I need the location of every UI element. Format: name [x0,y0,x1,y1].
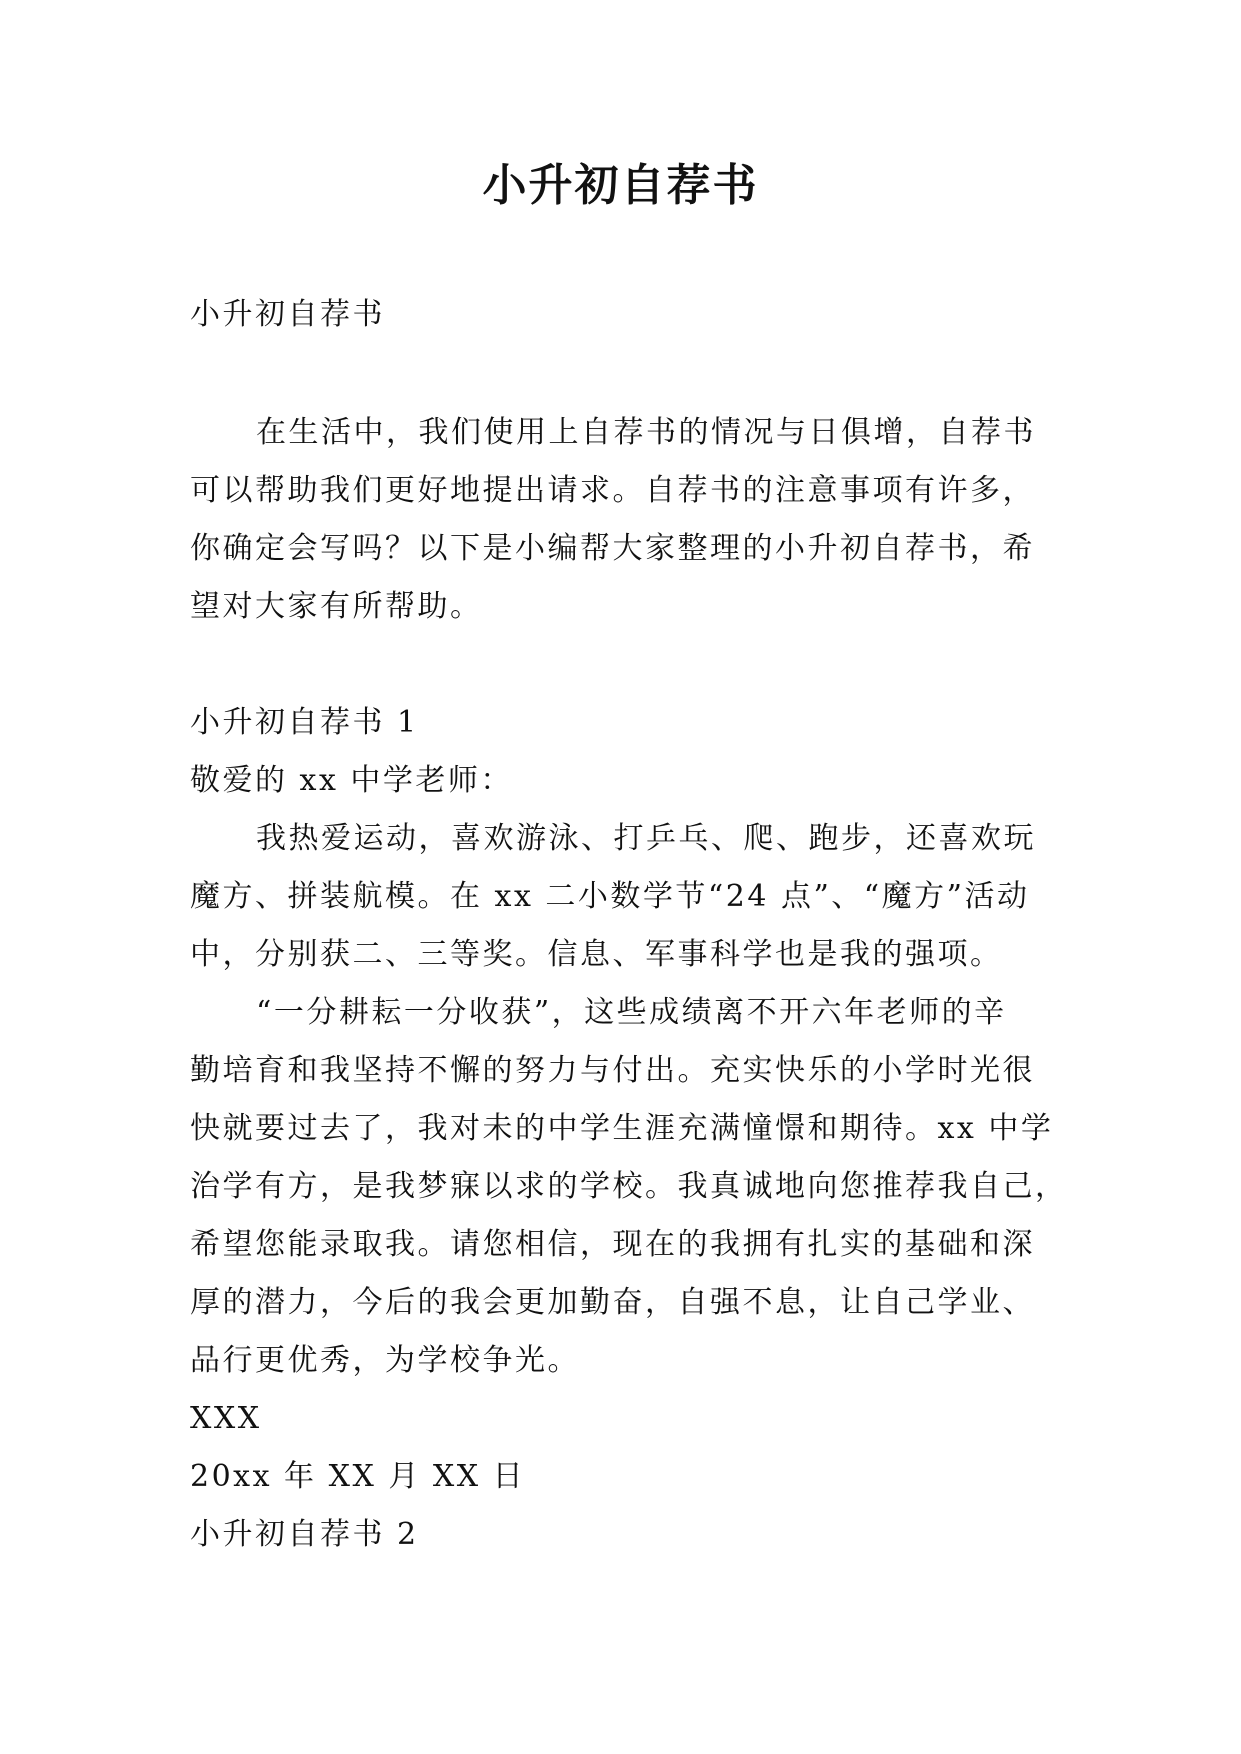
intro-line: 在生活中，我们使用上自荐书的情况与日俱增，自荐书 [256,415,1036,450]
intro-line: 可以帮助我们更好地提出请求。自荐书的注意事项有许多， [190,473,1035,508]
letter-1-signature: XXX [190,1401,262,1436]
letter-1-date: 20xx 年 XX 月 XX 日 [190,1459,526,1494]
letter-2-title: 小升初自荐书 2 [190,1517,419,1552]
letter-1-para1-line: 魔方、拼装航模。在 xx 二小数学节“24 点”、“魔方”活动 [190,879,1030,914]
letter-1-title: 小升初自荐书 1 [190,705,419,740]
letter-1-para2-line: 快就要过去了，我对未的中学生涯充满憧憬和期待。xx 中学 [190,1111,1054,1146]
letter-1-salutation: 敬爱的 xx 中学老师： [190,763,513,798]
letter-1 [190,694,1070,1564]
letter-1-para2-line: 勤培育和我坚持不懈的努力与付出。充实快乐的小学时光很 [190,1053,1035,1088]
letter-1-para1-line: 中，分别获二、三等奖。信息、军事科学也是我的强项。 [190,937,1003,972]
section-heading [190,286,1070,344]
letter-1-para2-line: 品行更优秀，为学校争光。 [190,1343,580,1378]
letter-1-para2-line: 希望您能录取我。请您相信，现在的我拥有扎实的基础和深 [190,1227,1035,1262]
letter-1-para1-line: 我热爱运动，喜欢游泳、打乒乓、爬、跑步，还喜欢玩 [256,821,1036,856]
heading-text: 小升初自荐书 [190,297,385,332]
letter-1-para2-line: 治学有方，是我梦寐以求的学校。我真诚地向您推荐我自己， [190,1169,1068,1204]
letter-1-para2-line: 厚的潜力，今后的我会更加勤奋，自强不息，让自己学业、 [190,1285,1035,1320]
intro-line: 望对大家有所帮助。 [190,589,483,624]
intro-paragraph [190,404,1070,636]
letter-1-para2-line: “一分耕耘一分收获”，这些成绩离不开六年老师的辛 [256,995,1007,1030]
document-title: 小升初自荐书 [482,160,759,211]
intro-line: 你确定会写吗？以下是小编帮大家整理的小升初自荐书，希 [190,531,1035,566]
